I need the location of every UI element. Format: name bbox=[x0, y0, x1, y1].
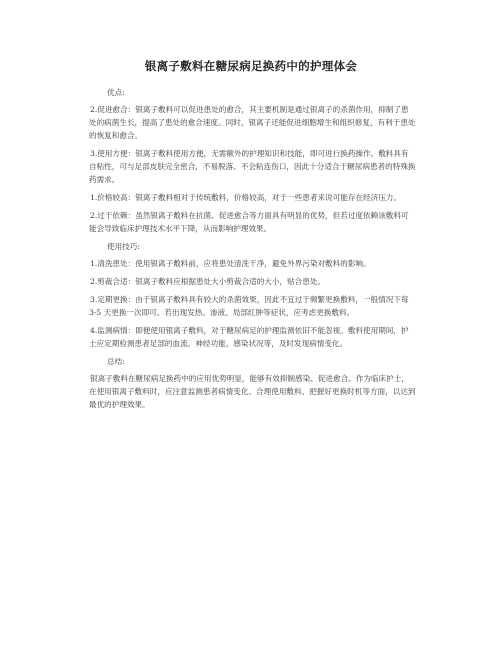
paragraph: 2.过于依赖：虽然银离子敷料在抗菌、促进愈合等方面具有明显的优势，但若过度依赖该敷料可能会导致临床护理技术水平下降，从而影响护理效果。 bbox=[89, 211, 409, 233]
section-heading: 使用技巧: bbox=[107, 242, 140, 251]
section-summary bbox=[89, 355, 416, 411]
paragraph: 1.清洗患处：使用银离子敷料前，应将患处清洗干净，避免外界污染对敷料的影响。 bbox=[90, 259, 371, 268]
section-usage-tips bbox=[89, 240, 416, 350]
paragraph: 3.使用方便：银离子敷料使用方便，无需额外的护理知识和技能，即可进行换药操作。敷料具有自粘性，可与足部皮肤完全密合，不易脱落、不会粘连伤口，因此十分适合于糖尿病患者的特殊换药需求。 bbox=[89, 149, 416, 184]
paragraph: 4.监测病情：即便使用银离子敷料，对于糖尿病足的护理监测依旧不能忽视。敷料使用期间，护士应定期检测患者足部的血流、神经功能、感染状况等，及时发现病情变化。 bbox=[89, 326, 409, 348]
paragraph: 3.定期更换：由于银离子敷料具有较大的杀菌效果，因此不宜过于频繁更换敷料，一般情况下每 3-5 天更换一次即可。若出现发热、渗液、局部红肿等症状，应考虑更换敷料。 bbox=[89, 295, 409, 317]
paragraph: 2.剪裁合适：银离子敷料应根据患处大小剪裁合适的大小，贴合患处。 bbox=[90, 277, 326, 286]
paragraph: 2.促进愈合：银离子敷料可以促进患处的愈合，其主要机制是通过银离子的杀菌作用，抑制了患处的病菌生长，提高了患处的愈合速度。同时，银离子还能促进细胞增生和组织修复，有利于患处的恢复和愈合。 bbox=[89, 105, 416, 140]
document-title: 银离子敷料在糖尿病足换药中的护理体会 bbox=[144, 59, 358, 73]
section-advantages bbox=[89, 86, 416, 235]
document-body bbox=[89, 86, 416, 416]
section-heading: 优点: bbox=[107, 88, 125, 97]
section-heading: 总结: bbox=[107, 357, 125, 366]
paragraph: 1.价格较高：银离子敷料相对于传统敷料，价格较高，对于一些患者来说可能存在经济压力。 bbox=[90, 193, 401, 202]
paragraph: 银离子敷料在糖尿病足换药中的应用优势明显，能够有效抑制感染、促进愈合。作为临床护士，在使用银离子敷料时，应注意监测患者病情变化、合理使用敷料、把握好更换时机等方面，以达到最优的护理效果。 bbox=[89, 374, 416, 409]
